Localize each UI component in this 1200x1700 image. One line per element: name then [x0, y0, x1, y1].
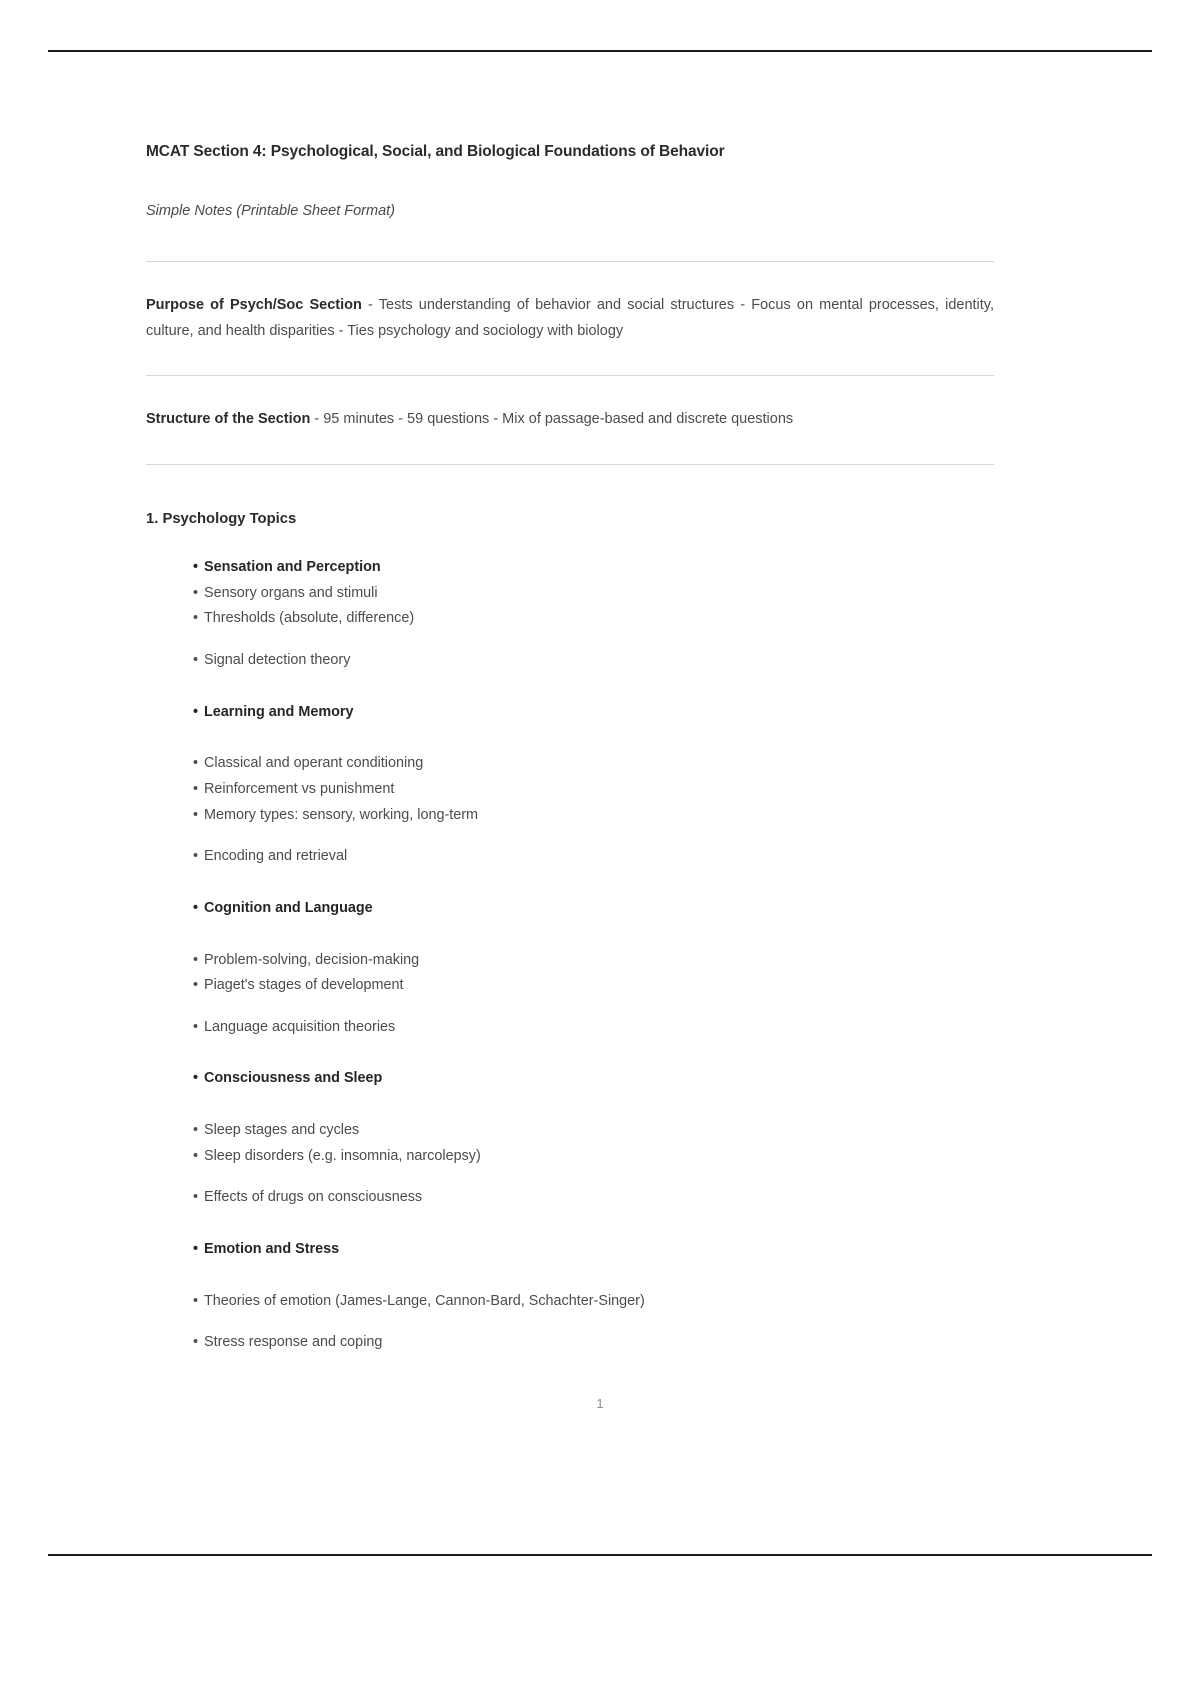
list-item-label: Sleep stages and cycles	[204, 1122, 360, 1139]
list-item	[193, 606, 994, 632]
list-item-label: Sensory organs and stimuli	[204, 584, 378, 601]
spacer	[193, 674, 994, 700]
topic-title-label: Learning and Memory	[204, 703, 354, 720]
bullet-icon: •	[193, 780, 199, 797]
divider-below-purpose	[146, 375, 994, 376]
list-item	[193, 844, 994, 870]
topic-title-label: Emotion and Stress	[204, 1241, 340, 1258]
list-item	[193, 1144, 994, 1170]
purpose-lead-label: Purpose of Psych/Soc Section	[146, 297, 362, 313]
topic-group	[193, 896, 994, 1067]
list-item-label: Reinforcement vs punishment	[204, 780, 395, 797]
list-item-label: Language acquisition theories	[204, 1018, 396, 1035]
topic-title	[193, 896, 994, 922]
topic-title	[193, 1066, 994, 1092]
topic-group	[193, 1066, 994, 1237]
list-item-label: Problem-solving, decision-making	[204, 951, 420, 968]
bullet-icon: •	[193, 584, 199, 601]
bullet-icon: •	[193, 559, 199, 576]
list-item	[193, 1185, 994, 1211]
list-item-label: Stress response and coping	[204, 1334, 383, 1351]
list-item	[193, 1330, 994, 1356]
bullet-icon: •	[193, 848, 199, 865]
list-item	[193, 1015, 994, 1041]
bullet-icon: •	[193, 1018, 199, 1035]
bullet-icon: •	[193, 755, 199, 772]
list-item	[193, 948, 994, 974]
bullet-icon: •	[193, 610, 199, 627]
list-item-label: Sleep disorders (e.g. insomnia, narcolepsy)	[204, 1147, 481, 1164]
structure-lead-label: Structure of the Section	[146, 410, 311, 427]
spacer	[193, 1263, 994, 1289]
spacer	[193, 870, 994, 896]
bullet-icon: •	[193, 1147, 199, 1164]
list-item	[193, 777, 994, 803]
page-top-rule	[48, 50, 1152, 52]
bullet-icon: •	[193, 806, 199, 823]
spacer	[193, 1211, 994, 1237]
topic-title-label: Cognition and Language	[204, 899, 373, 916]
bullet-icon: •	[193, 1241, 199, 1258]
bullet-icon: •	[193, 703, 199, 720]
document-subtitle: Simple Notes (Printable Sheet Format)	[146, 203, 396, 220]
topic-group	[193, 700, 994, 896]
bullet-icon: •	[193, 977, 199, 994]
purpose-body-text: - Tests understanding of behavior and social structures - Focus on mental processes, identity, culture, and health disparities - Ties psychology and sociology with biology	[146, 297, 995, 340]
list-item-label: Classical and operant conditioning	[204, 755, 424, 772]
bullet-icon: •	[193, 652, 199, 669]
list-item	[193, 973, 994, 999]
spacer	[193, 1092, 994, 1118]
list-item-label: Signal detection theory	[204, 652, 351, 669]
list-item	[193, 1118, 994, 1144]
spacer	[193, 1169, 994, 1185]
topic-title	[193, 1237, 994, 1263]
bullet-icon: •	[193, 1292, 199, 1309]
bullet-icon: •	[193, 899, 199, 916]
bullet-icon: •	[193, 1070, 199, 1087]
spacer	[193, 1040, 994, 1066]
bullet-icon: •	[193, 1189, 199, 1206]
bullet-icon: •	[193, 1334, 199, 1351]
list-item	[193, 1289, 994, 1315]
spacer	[193, 999, 994, 1015]
divider-below-structure	[146, 464, 994, 465]
topic-title	[193, 700, 994, 726]
divider-above-purpose	[146, 261, 994, 262]
list-item-label: Encoding and retrieval	[204, 848, 348, 865]
page-bottom-rule	[48, 1554, 1152, 1556]
topic-title	[193, 555, 994, 581]
list-item-label: Memory types: sensory, working, long-term	[204, 806, 479, 823]
psychology-topics-list	[146, 555, 994, 1356]
structure-body-text: - 95 minutes - 59 questions - Mix of passage-based and discrete questions	[310, 410, 794, 427]
list-item-label: Thresholds (absolute, difference)	[204, 610, 415, 627]
bullet-icon: •	[193, 1122, 199, 1139]
list-item-label: Piaget's stages of development	[204, 977, 404, 994]
list-item	[193, 751, 994, 777]
spacer	[193, 922, 994, 948]
list-item	[193, 581, 994, 607]
topic-group	[193, 1237, 994, 1356]
spacer	[193, 1314, 994, 1330]
list-item	[193, 648, 994, 674]
topic-title-label: Sensation and Perception	[204, 559, 381, 576]
purpose-paragraph	[146, 292, 994, 345]
spacer	[193, 632, 994, 648]
list-item-label: Effects of drugs on consciousness	[204, 1189, 423, 1206]
spacer	[193, 725, 994, 751]
bullet-icon: •	[193, 951, 199, 968]
list-item	[193, 803, 994, 829]
list-item-label: Theories of emotion (James-Lange, Cannon-Bard, Schachter-Singer)	[204, 1292, 645, 1309]
topic-title-label: Consciousness and Sleep	[204, 1070, 383, 1087]
topic-group	[193, 555, 994, 700]
document-content	[146, 140, 994, 1356]
structure-paragraph	[146, 406, 994, 432]
spacer	[193, 828, 994, 844]
section-heading-psychology-topics: 1. Psychology Topics	[146, 511, 297, 528]
page-number: 1	[596, 1396, 604, 1411]
document-title: MCAT Section 4: Psychological, Social, and Biological Foundations of Behavior	[146, 143, 725, 160]
